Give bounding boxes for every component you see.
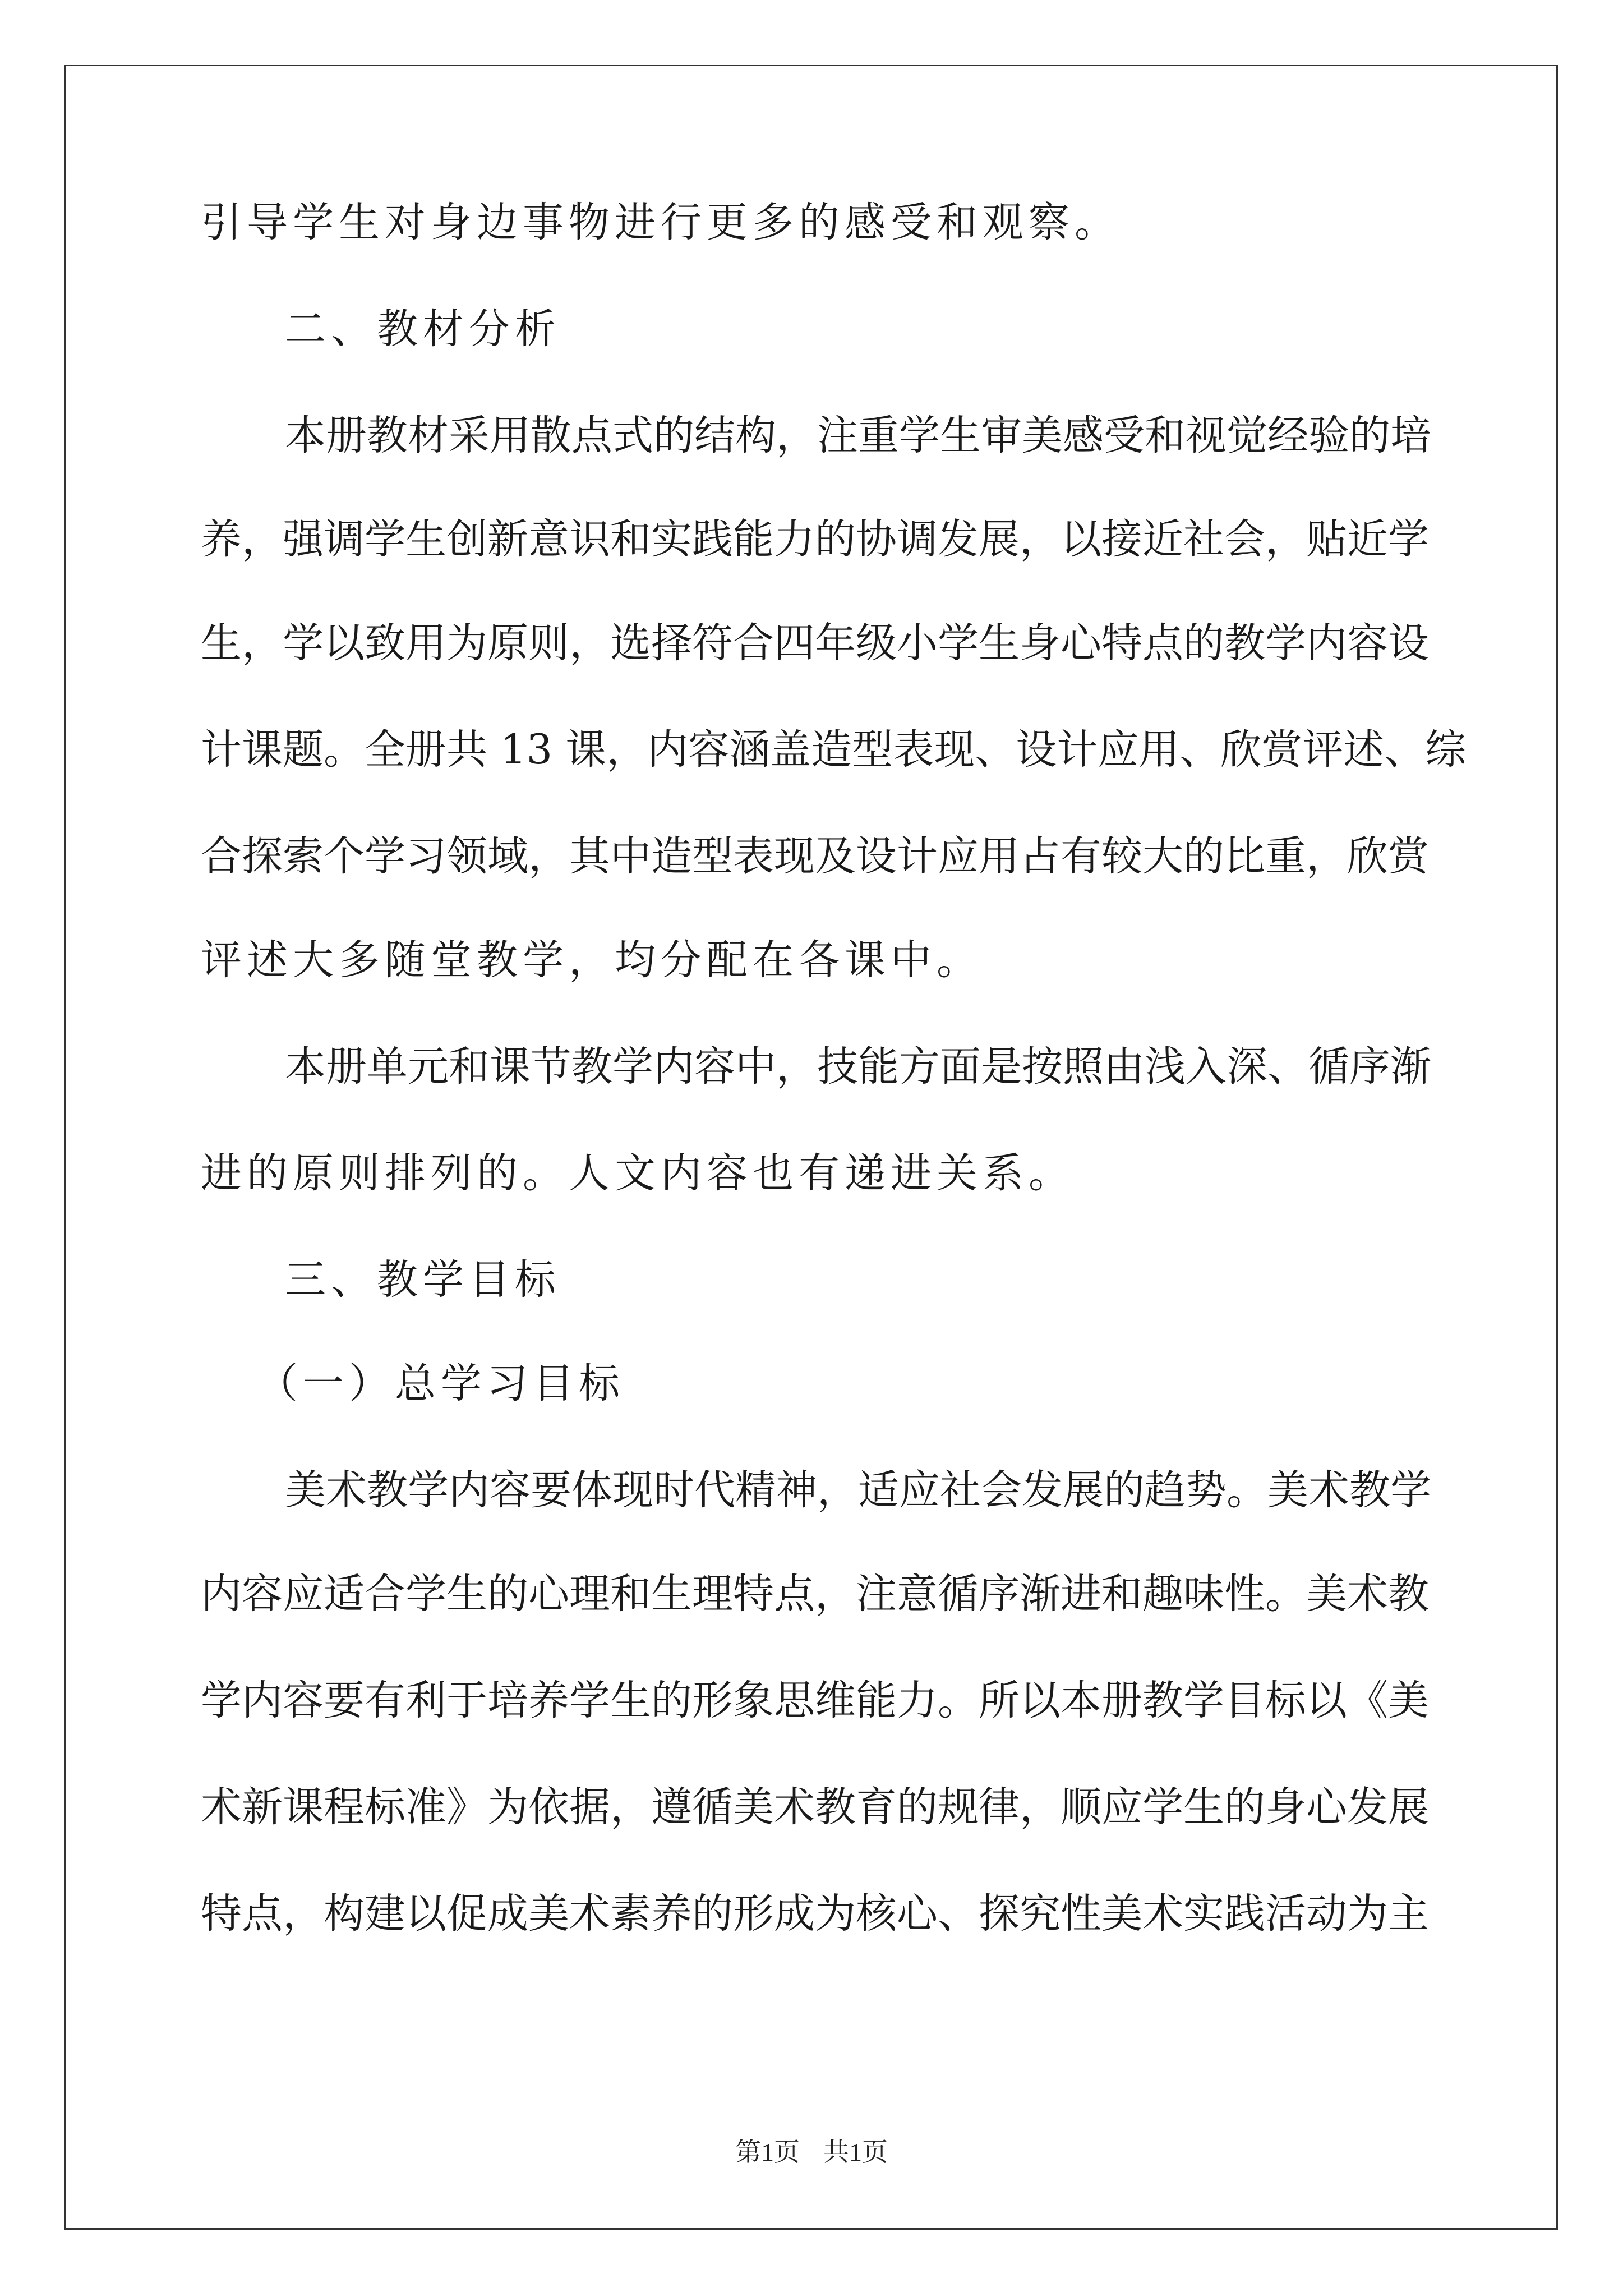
paragraph-line: 生，学以致用为原则，选择符合四年级小学生身心特点的教学内容设 xyxy=(201,619,1429,667)
paragraph-line: 养，强调学生创新意识和实践能力的协调发展，以接近社会，贴近学 xyxy=(201,516,1429,563)
paragraph-line: 计课题。全册共 13 课，内容涵盖造型表现、设计应用、欣赏评述、综 xyxy=(201,726,1467,774)
paragraph-line: 引导学生对身边事物进行更多的感受和观察。 xyxy=(201,199,1121,246)
paragraph-line: 评述大多随堂教学，均分配在各课中。 xyxy=(201,936,983,984)
current-page-number: 第1页 xyxy=(735,2138,800,2166)
section-heading: 二、教材分析 xyxy=(285,305,561,353)
paragraph-line: 美术教学内容要体现时代精神，适应社会发展的趋势。美术教学 xyxy=(285,1466,1431,1514)
page-footer xyxy=(0,2132,1623,2169)
paragraph-line: 特点，构建以促成美术素养的形成为核心、探究性美术实践活动为主 xyxy=(201,1890,1429,1938)
paragraph-line: 进的原则排列的。人文内容也有递进关系。 xyxy=(201,1149,1075,1197)
section-heading: 三、教学目标 xyxy=(285,1256,561,1304)
paragraph-line: 内容应适合学生的心理和生理特点，注意循序渐进和趣味性。美术教 xyxy=(201,1570,1429,1618)
subsection-heading: （一）总学习目标 xyxy=(257,1360,625,1407)
paragraph-line: 本册单元和课节教学内容中，技能方面是按照由浅入深、循序渐 xyxy=(285,1043,1431,1091)
total-page-count: 共1页 xyxy=(823,2138,888,2166)
paragraph-line: 本册教材采用散点式的结构，注重学生审美感受和视觉经验的培 xyxy=(285,412,1431,459)
paragraph-line: 学内容要有利于培养学生的形象思维能力。所以本册教学目标以《美 xyxy=(201,1677,1429,1724)
paragraph-line: 合探索个学习领域，其中造型表现及设计应用占有较大的比重，欣赏 xyxy=(201,832,1429,880)
paragraph-line: 术新课程标准》为依据，遵循美术教育的规律，顺应学生的身心发展 xyxy=(201,1783,1429,1831)
